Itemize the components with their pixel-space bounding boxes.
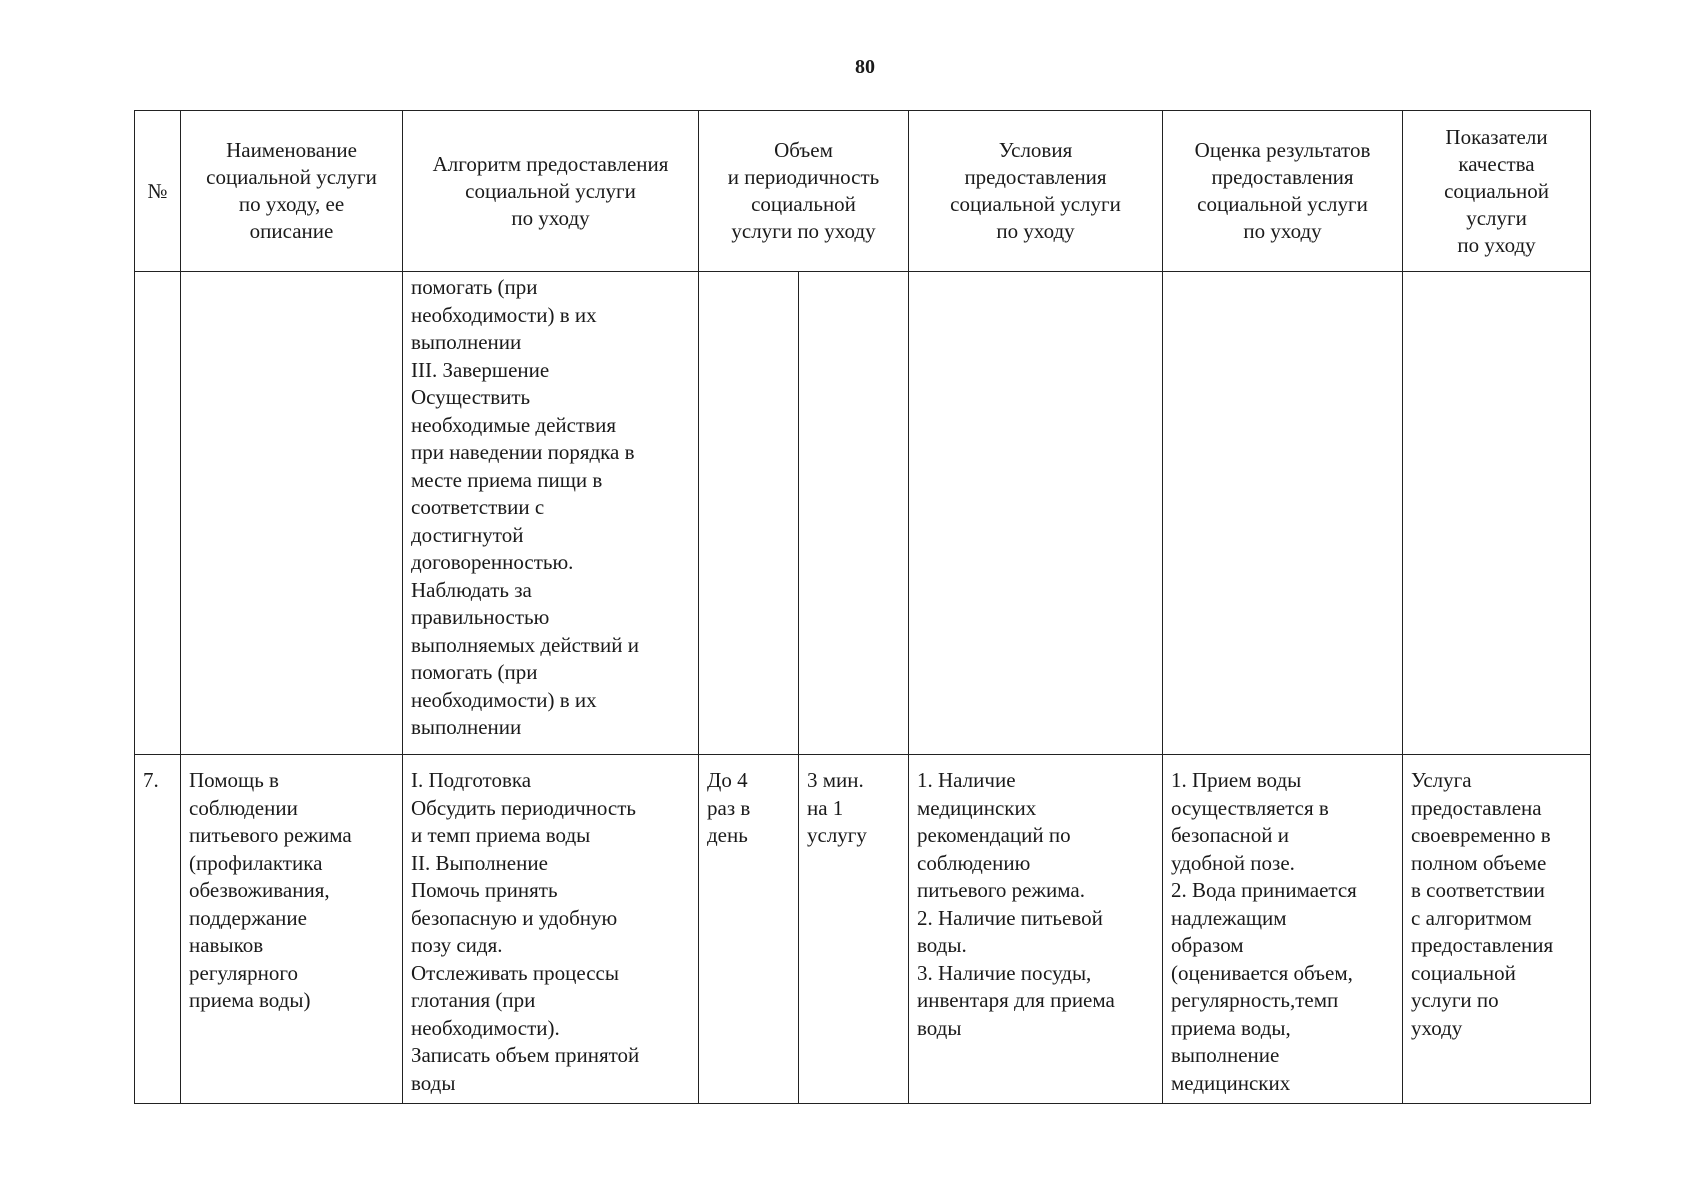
table-row-7 [135,755,1591,1104]
services-table [134,110,1591,1104]
cell-conditions: 1. Наличие медицинских рекомендаций по соблюдению питьевого режима. 2. Наличие питьевой воды. 3. Наличие посуды, инвентаря для приема воды [909,755,1163,1104]
cell-quality: Услуга предоставлена своевременно в полном объеме в соответствии с алгоритмом предоставления социальной услуги по уходу [1403,755,1591,1104]
cell-frequency: До 4 раз в день [699,755,799,1104]
cell-evaluation: 1. Прием воды осуществляется в безопасной и удобной позе. 2. Вода принимается надлежащим образом (оценивается объем, регулярность,темп приема воды, выполнение медицинских [1163,755,1403,1104]
header-quality: Показатели качества социальной услуги по уходу [1403,111,1591,272]
header-algorithm: Алгоритм предоставления социальной услуги по уходу [403,111,699,272]
cell-number: 7. [135,755,181,1104]
cell-algorithm: помогать (при необходимости) в их выполнении III. Завершение Осуществить необходимые действия при наведении порядка в месте приема пищи в соответствии с достигнутой договоренностью. Наблюдать за правильностью выполняемых действий и помогать (при необходимости) в их выполнении [403,272,699,755]
header-service-name: Наименование социальной услуги по уходу, ее описание [181,111,403,272]
cell-frequency [699,272,799,755]
cell-quality [1403,272,1591,755]
header-number: № [135,111,181,272]
cell-duration: 3 мин. на 1 услугу [799,755,909,1104]
page-number: 80 [855,56,875,78]
cell-number [135,272,181,755]
cell-conditions [909,272,1163,755]
cell-algorithm: I. Подготовка Обсудить периодичность и темп приема воды II. Выполнение Помочь принять безопасную и удобную позу сидя. Отслеживать процессы глотания (при необходимости). Записать объем принятой воды [403,755,699,1104]
cell-service-name [181,272,403,755]
table-row-continuation [135,272,1591,755]
cell-duration [799,272,909,755]
header-row [135,111,1591,272]
header-conditions: Условия предоставления социальной услуги по уходу [909,111,1163,272]
cell-evaluation [1163,272,1403,755]
header-volume-frequency: Объем и периодичность социальной услуги по уходу [699,111,909,272]
cell-service-name: Помощь в соблюдении питьевого режима (профилактика обезвоживания, поддержание навыков регулярного приема воды) [181,755,403,1104]
header-evaluation: Оценка результатов предоставления социальной услуги по уходу [1163,111,1403,272]
